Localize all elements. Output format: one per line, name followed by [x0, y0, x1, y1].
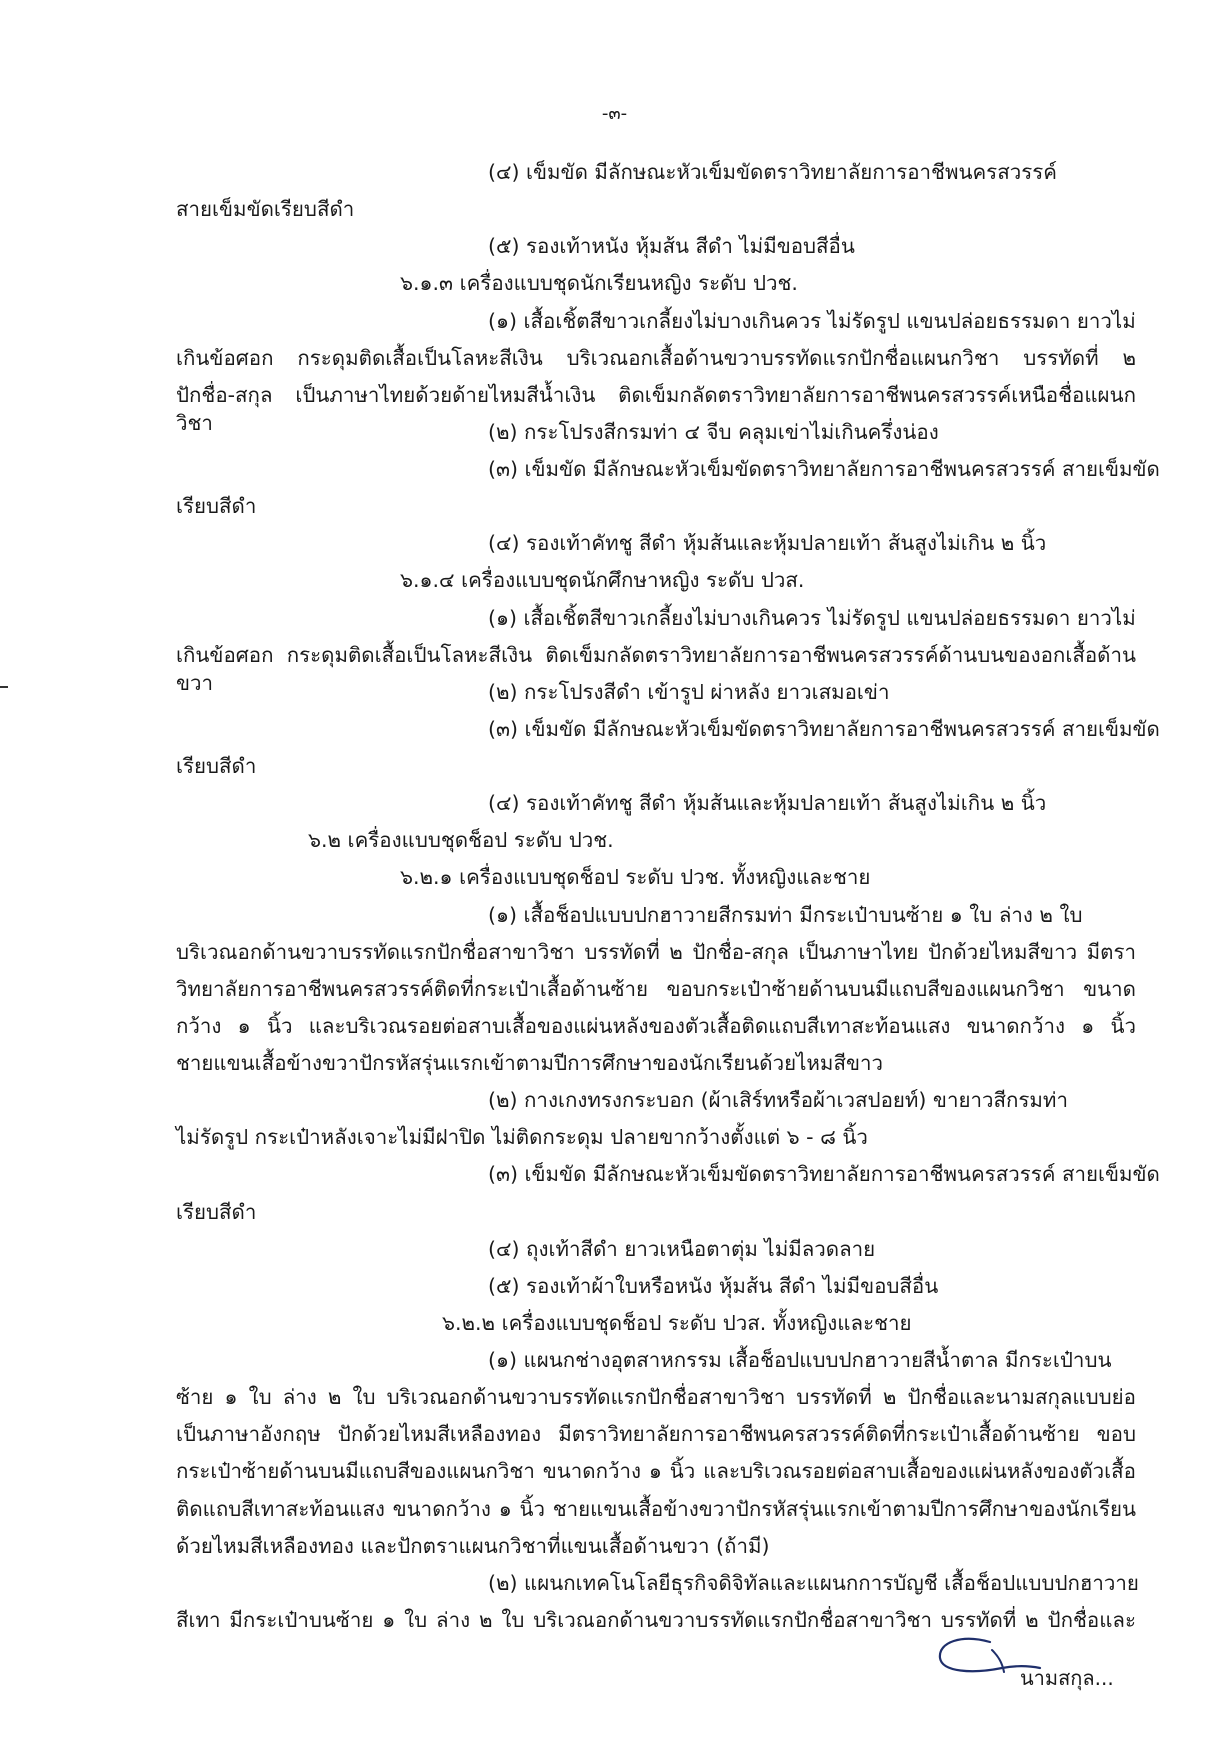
text-line: ๖.๒ เครื่องแบบชุดช็อป ระดับ ปวช.	[308, 828, 614, 852]
text-line: บริเวณอกด้านขวาบรรทัดแรกปักชื่อสาขาวิชา บรรทัดที่ ๒ ปักชื่อ-สกุล เป็นภาษาไทย ปักด้วยไหมสีขาว มีตรา	[176, 940, 1136, 964]
text-line: เกินข้อศอก กระดุมติดเสื้อเป็นโลหะสีเงิน ติดเข็มกลัดตราวิทยาลัยการอาชีพนครสวรรค์ด้านบนของอกเสื้อด้านขวา	[176, 643, 1136, 695]
page-number: -๓-	[601, 103, 628, 124]
text-line: ปักชื่อ-สกุล เป็นภาษาไทยด้วยด้ายไหมสีน้ำเงิน ติดเข็มกลัดตราวิทยาลัยการอาชีพนครสวรรค์เหนือชื่อแผนกวิชา	[176, 383, 1136, 435]
text-line: วิทยาลัยการอาชีพนครสวรรค์ติดที่กระเป๋าเสื้อด้านซ้าย ขอบกระเป๋าซ้ายด้านบนมีแถบสีของแผนกวิชา ขนาด	[176, 977, 1136, 1001]
text-line: (๑) เสื้อเชิ้ตสีขาวเกลี้ยงไม่บางเกินควร ไม่รัดรูป แขนปล่อยธรรมดา ยาวไม่	[488, 606, 1136, 630]
text-line: ด้วยไหมสีเหลืองทอง และปักตราแผนกวิชาที่แขนเสื้อด้านขวา (ถ้ามี)	[176, 1534, 770, 1558]
text-line: (๒) กระโปรงสีกรมท่า ๔ จีบ คลุมเข่าไม่เกินครึ่งน่อง	[488, 420, 939, 444]
text-line: (๕) รองเท้าหนัง หุ้มส้น สีดำ ไม่มีขอบสีอื่น	[488, 234, 855, 258]
text-line: (๔) รองเท้าคัทชู สีดำ หุ้มส้นและหุ้มปลายเท้า ส้นสูงไม่เกิน ๒ นิ้ว	[488, 791, 1047, 815]
text-line: (๔) รองเท้าคัทชู สีดำ หุ้มส้นและหุ้มปลายเท้า ส้นสูงไม่เกิน ๒ นิ้ว	[488, 531, 1047, 555]
text-line: (๓) เข็มขัด มีลักษณะหัวเข็มขัดตราวิทยาลัยการอาชีพนครสวรรค์ สายเข็มขัด	[488, 717, 1160, 741]
text-line: สายเข็มขัดเรียบสีดำ	[176, 197, 355, 221]
text-line: กว้าง ๑ นิ้ว และบริเวณรอยต่อสาบเสื้อของแผ่นหลังของตัวเสื้อติดแถบสีเทาสะท้อนแสง ขนาดกว้าง ๑ นิ้ว	[176, 1014, 1136, 1038]
text-line: สีเทา มีกระเป๋าบนซ้าย ๑ ใบ ล่าง ๒ ใบ บริเวณอกด้านขวาบรรทัดแรกปักชื่อสาขาวิชา บรรทัดที่ ๒ ปักชื่อและ	[176, 1608, 1136, 1632]
text-line: ๖.๑.๔ เครื่องแบบชุดนักศึกษาหญิง ระดับ ปวส.	[400, 568, 805, 592]
text-line: เรียบสีดำ	[176, 1200, 257, 1224]
text-line: เกินข้อศอก กระดุมติดเสื้อเป็นโลหะสีเงิน บริเวณอกเสื้อด้านขวาบรรทัดแรกปักชื่อแผนกวิชา บรรทัดที่ ๒	[176, 346, 1136, 370]
margin-mark	[0, 686, 8, 688]
text-line: (๑) แผนกช่างอุตสาหกรรม เสื้อช็อปแบบปกฮาวายสีน้ำตาล มีกระเป๋าบน	[488, 1348, 1112, 1372]
text-line: ๖.๑.๓ เครื่องแบบชุดนักเรียนหญิง ระดับ ปวช.	[400, 271, 798, 295]
continuation-text: นามสกุล...	[1020, 1666, 1114, 1690]
text-line: (๔) ถุงเท้าสีดำ ยาวเหนือตาตุ่ม ไม่มีลวดลาย	[488, 1237, 876, 1261]
text-line: ติดแถบสีเทาสะท้อนแสง ขนาดกว้าง ๑ นิ้ว ชายแขนเสื้อข้างขวาปักรหัสรุ่นแรกเข้าตามปีการศึกษาของนักเรียน	[176, 1497, 1136, 1521]
text-line: (๒) กระโปรงสีดำ เข้ารูป ผ่าหลัง ยาวเสมอเข่า	[488, 680, 890, 704]
text-line: ซ้าย ๑ ใบ ล่าง ๒ ใบ บริเวณอกด้านขวาบรรทัดแรกปักชื่อสาขาวิชา บรรทัดที่ ๒ ปักชื่อและนามสกุลแบบย่อ	[176, 1385, 1136, 1409]
text-line: เรียบสีดำ	[176, 754, 257, 778]
text-line: (๓) เข็มขัด มีลักษณะหัวเข็มขัดตราวิทยาลัยการอาชีพนครสวรรค์ สายเข็มขัด	[488, 457, 1160, 481]
text-line: เป็นภาษาอังกฤษ ปักด้วยไหมสีเหลืองทอง มีตราวิทยาลัยการอาชีพนครสวรรค์ติดที่กระเป๋าเสื้อด้านซ้าย ขอบ	[176, 1422, 1136, 1446]
text-line: (๑) เสื้อเชิ้ตสีขาวเกลี้ยงไม่บางเกินควร ไม่รัดรูป แขนปล่อยธรรมดา ยาวไม่	[488, 309, 1136, 333]
text-line: (๕) รองเท้าผ้าใบหรือหนัง หุ้มส้น สีดำ ไม่มีขอบสีอื่น	[488, 1274, 939, 1298]
text-line: ชายแขนเสื้อข้างขวาปักรหัสรุ่นแรกเข้าตามปีการศึกษาของนักเรียนด้วยไหมสีขาว	[176, 1051, 883, 1075]
text-line: (๒) กางเกงทรงกระบอก (ผ้าเสิร์ทหรือผ้าเวสปอยท์) ขายาวสีกรมท่า	[488, 1088, 1068, 1112]
text-line: เรียบสีดำ	[176, 494, 257, 518]
text-line: (๑) เสื้อช็อปแบบปกฮาวายสีกรมท่า มีกระเป๋าบนซ้าย ๑ ใบ ล่าง ๒ ใบ	[488, 903, 1083, 927]
text-line: กระเป๋าซ้ายด้านบนมีแถบสีของแผนกวิชา ขนาดกว้าง ๑ นิ้ว และบริเวณรอยต่อสาบเสื้อของแผ่นหลังของตัวเสื้อ	[176, 1459, 1136, 1483]
text-line: (๔) เข็มขัด มีลักษณะหัวเข็มขัดตราวิทยาลัยการอาชีพนครสวรรค์	[488, 160, 1057, 184]
text-line: ๖.๒.๑ เครื่องแบบชุดช็อป ระดับ ปวช. ทั้งหญิงและชาย	[400, 865, 871, 889]
text-line: (๒) แผนกเทคโนโลยีธุรกิจดิจิทัลและแผนกการบัญชี เสื้อช็อปแบบปกฮาวาย	[488, 1571, 1139, 1595]
text-line: (๓) เข็มขัด มีลักษณะหัวเข็มขัดตราวิทยาลัยการอาชีพนครสวรรค์ สายเข็มขัด	[488, 1162, 1160, 1186]
text-line: ไม่รัดรูป กระเป๋าหลังเจาะไม่มีฝาปิด ไม่ติดกระดุม ปลายขากว้างตั้งแต่ ๖ - ๘ นิ้ว	[176, 1125, 868, 1149]
text-line: ๖.๒.๒ เครื่องแบบชุดช็อป ระดับ ปวส. ทั้งหญิงและชาย	[442, 1311, 912, 1335]
